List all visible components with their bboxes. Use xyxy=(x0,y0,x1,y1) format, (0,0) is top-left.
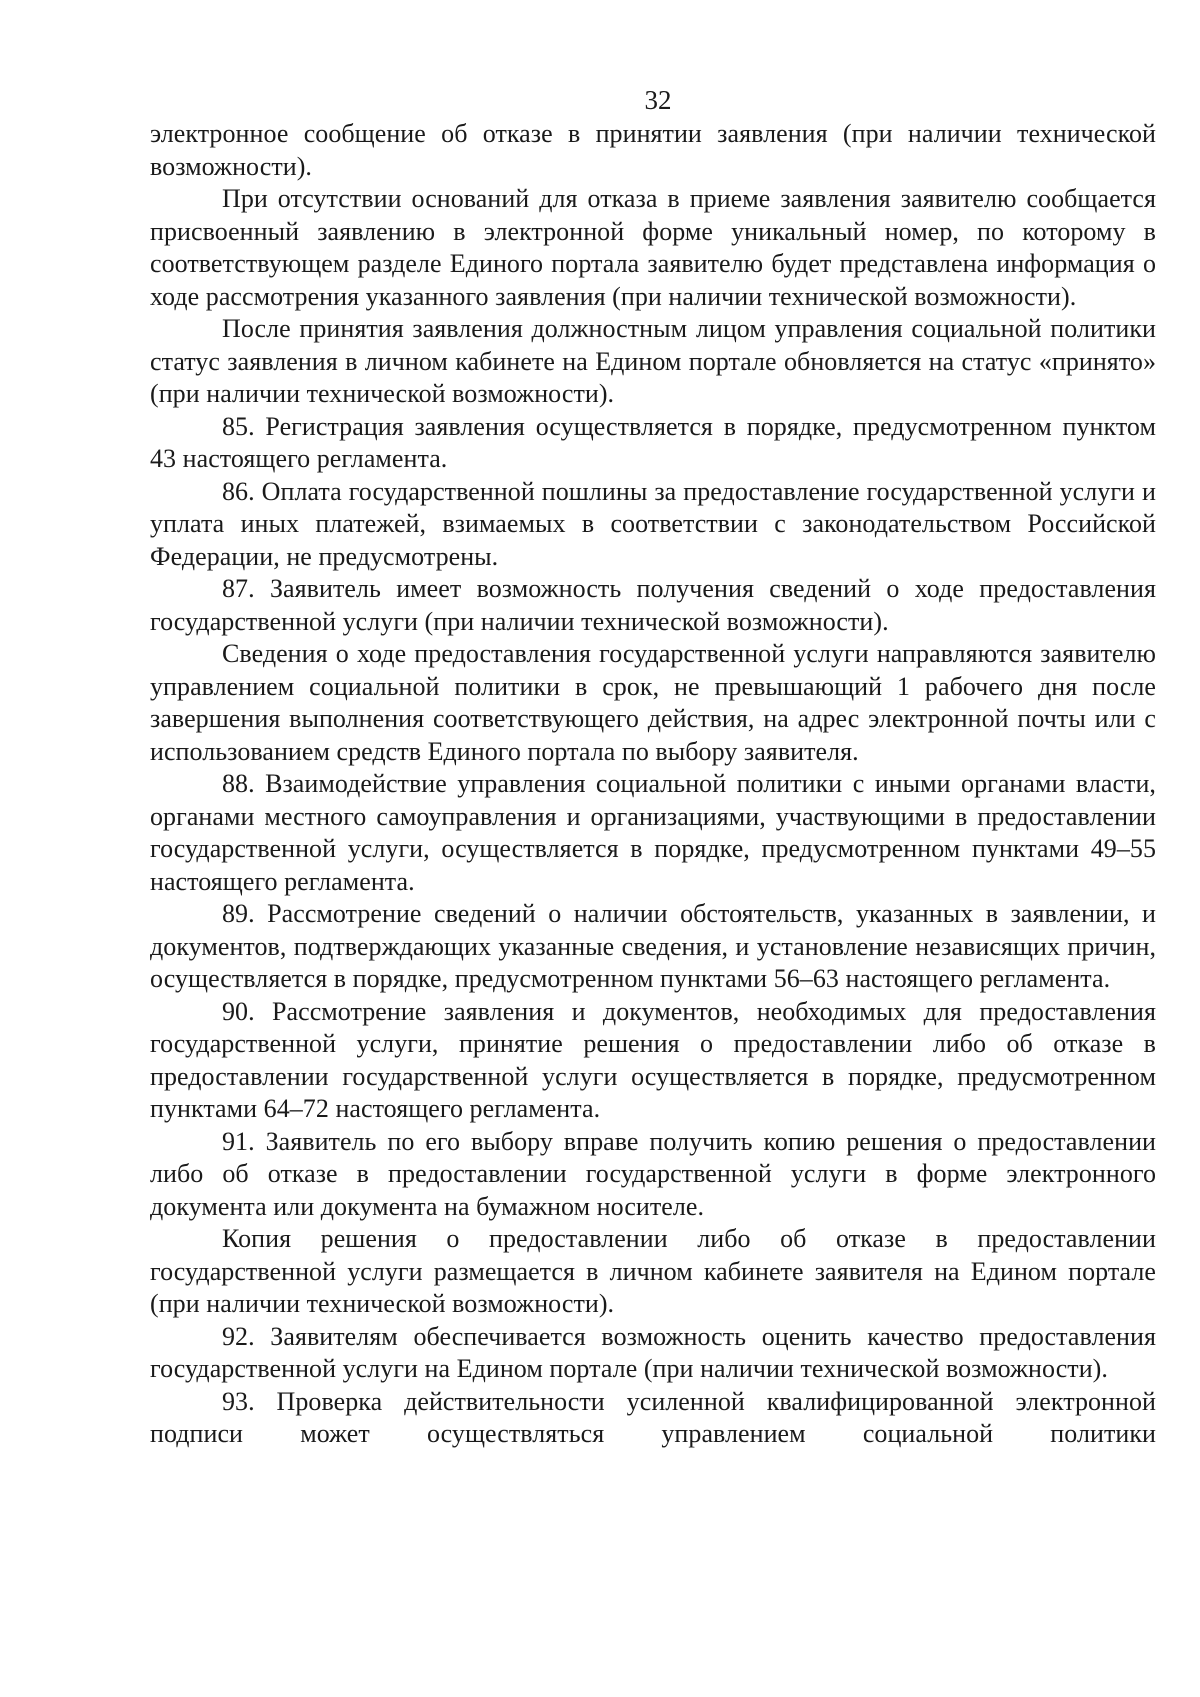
paragraph-87-details: Сведения о ходе предоставления государственной услуги направляются заявителю управлением социальной политики в срок, не превышающий 1 рабочего дня после завершения выполнения соответствующего действия, на адрес электронной почты или с использованием средств Единого портала по выбору заявителя. xyxy=(150,639,1156,766)
paragraph-86: 86. Оплата государственной пошлины за предоставление государственной услуги и уплата иных платежей, взимаемых в соответствии с законодательством Российской Федерации, не предусмотрены. xyxy=(150,476,1156,571)
paragraph-unique-number: При отсутствии оснований для отказа в приеме заявления заявителю сообщается присвоенный заявлению в электронной форме уникальный номер, по которому в соответствующем разделе Единого портала заявителю будет представлена информация о ходе рассмотрения указанного заявления (при наличии технической возможности). xyxy=(150,184,1156,311)
paragraph-continuation: электронное сообщение об отказе в принятии заявления (при наличии технической возможности). xyxy=(150,119,1156,181)
paragraph-93: 93. Проверка действительности усиленной квалифицированной электронной подписи может осуществляться управлением социальной политики xyxy=(150,1386,1156,1448)
paragraph-91-copy: Копия решения о предоставлении либо об отказе в предоставлении государственной услуги размещается в личном кабинете заявителя на Едином портале (при наличии технической возможности). xyxy=(150,1224,1156,1318)
document-body xyxy=(150,118,1156,1451)
paragraph-85: 85. Регистрация заявления осуществляется в порядке, предусмотренном пунктом 43 настоящего регламента. xyxy=(150,411,1156,473)
paragraph-88: 88. Взаимодействие управления социальной политики с иными органами власти, органами местного самоуправления и организациями, участвующими в предоставлении государственной услуги, осуществляется в порядке, предусмотренном пунктами 49–55 настоящего регламента. xyxy=(150,769,1156,896)
paragraph-87: 87. Заявитель имеет возможность получения сведений о ходе предоставления государственной услуги (при наличии технической возможности). xyxy=(150,574,1156,636)
paragraph-91: 91. Заявитель по его выбору вправе получить копию решения о предоставлении либо об отказе в предоставлении государственной услуги в форме электронного документа или документа на бумажном носителе. xyxy=(150,1126,1156,1221)
page-number: 32 xyxy=(644,85,672,115)
paragraph-92: 92. Заявителям обеспечивается возможность оценить качество предоставления государственной услуги на Едином портале (при наличии технической возможности). xyxy=(150,1321,1156,1383)
paragraph-90: 90. Рассмотрение заявления и документов, необходимых для предоставления государственной услуги, принятие решения о предоставлении либо об отказе в предоставлении государственной услуги осуществляется в порядке, предусмотренном пунктами 64–72 настоящего регламента. xyxy=(150,996,1156,1123)
paragraph-status-accepted: После принятия заявления должностным лицом управления социальной политики статус заявления в личном кабинете на Едином портале обновляется на статус «принято» (при наличии технической возможности). xyxy=(150,314,1156,408)
paragraph-89: 89. Рассмотрение сведений о наличии обстоятельств, указанных в заявлении, и документов, подтверждающих указанные сведения, и установление независящих причин, осуществляется в порядке, предусмотренном пунктами 56–63 настоящего регламента. xyxy=(150,899,1156,993)
